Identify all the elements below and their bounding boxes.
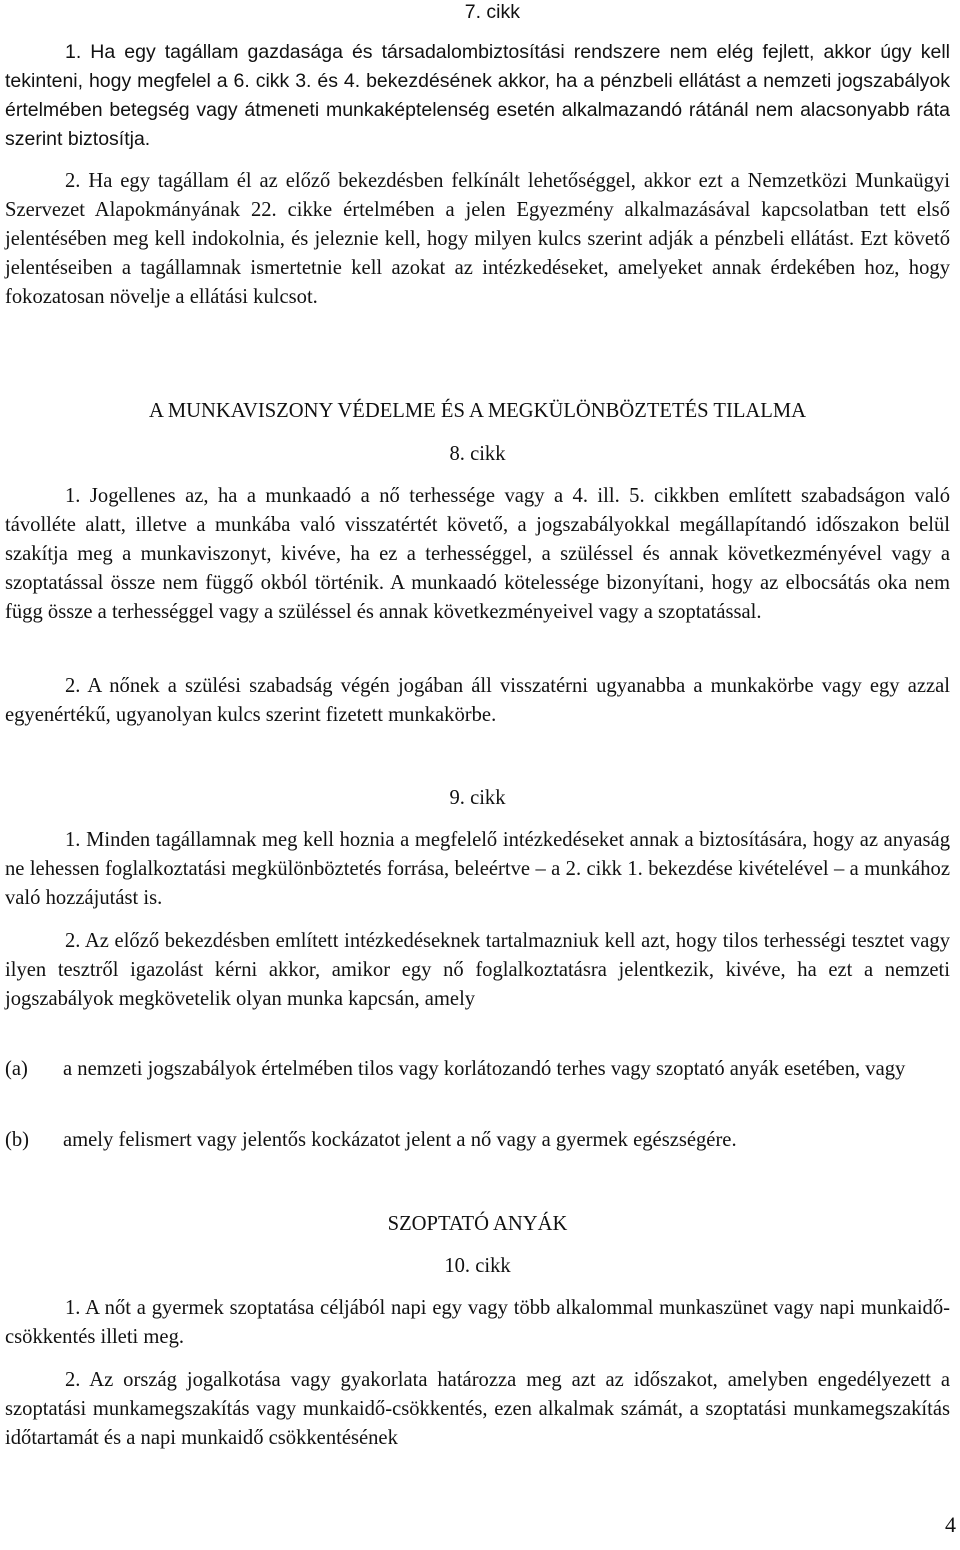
article-9-title: 9. cikk [449,787,506,809]
article-9-list-item-b [5,1126,950,1155]
article-7-title-text: 7. cikk [464,1,520,23]
list-item-label: (a) [5,1058,28,1080]
list-item-text: a nemzeti jogszabályok értelmében tilos vagy korlátozandó terhes vagy szoptató anyák esetében, vagy [63,1058,906,1080]
article-10-paragraph-2: 2. Az ország jogalkotása vagy gyakorlata határozza meg azt az időszakot, amelyben engedélyezett a szoptatási munkamegszakítás vagy munkaidő-csökkentés, ezen alkalmak számát, a szoptatási munkamegszakítás időtartamát és a napi munkaidő csökkentésének [5,1369,950,1449]
article-7-title [5,0,950,27]
article-9-list-item-a [5,1055,950,1084]
article-7-paragraph-2: 2. Ha egy tagállam él az előző bekezdésben felkínált lehetőséggel, akkor ezt a Nemzetközi Munkaügyi Szervezet Alapokmányának 22. cikke értelmében a jelen Egyezmény alkalmazásával kapcsolatban tett első jelentésében meg kell indokolnia, és jeleznie kell, hogy milyen kulcs szerint adják a pénzbeli ellátást. Ezt követő jelentéseiben a tagállamnak ismertetnie kell azokat az intézkedéseket, amelyeket annak érdekében hoz, hogy fokozatosan növelje a ellátási kulcsot. [5,170,950,308]
section-heading-employment-protection: A MUNKAVISZONY VÉDELME ÉS A MEGKÜLÖNBÖZTETÉS TILALMA [148,400,807,422]
article-8-paragraph-2: 2. A nőnek a szülési szabadság végén jogában áll visszatérni ugyanabba a munkakörbe vagy egy azzal egyenértékű, ugyanolyan kulcs szerint fizetett munkakörbe. [5,675,950,726]
list-item-text: amely felismert vagy jelentős kockázatot jelent a nő vagy a gyermek egészségére. [63,1129,737,1151]
list-item-label: (b) [5,1129,30,1151]
article-9-paragraph-2: 2. Az előző bekezdésben említett intézkedéseknek tartalmazniuk kell azt, hogy tilos terhességi tesztet vagy ilyen tesztről igazolást kérni akkor, amikor egy nő foglalkoztatásra jelentkezik, kivéve, ha ezt a nemzeti jogszabályok megkövetelik olyan munka kapcsán, amely [5,930,950,1010]
article-8-paragraph-1: 1. Jogellenes az, ha a munkaadó a nő terhessége vagy a 4. ill. 5. cikkben említett szabadságon való távolléte alatt, illetve a munkába való visszatértét követő, a jogszabályokkal megállapítandó időszakon belül szakítja meg a munkaviszonyt, kivéve, ha ez a terhességgel, a szüléssel és annak következményével vagy a szoptatással össze nem függő okból történik. A munkaadó kötelessége bizonyítani, hogy az elbocsátás oka nem függ össze a terhességgel vagy a szüléssel és annak következményeivel vagy a szoptatással. [5,485,950,623]
article-7-paragraph-1: 1. Ha egy tagállam gazdasága és társadalombiztosítási rendszere nem elég fejlett, akkor úgy kell tekinteni, hogy megfelel a 6. cikk 3. és 4. bekezdésének akkor, ha a pénzbeli ellátást a nemzeti jogszabályok értelmében betegség vagy átmeneti munkaképtelenség esetén alkalmazandó rátánál nem alacsonyabb ráta szerint biztosítja. [5,41,950,150]
section-heading-nursing-mothers: SZOPTATÓ ANYÁK [387,1213,568,1235]
article-8-title: 8. cikk [449,443,506,465]
article-9-paragraph-1: 1. Minden tagállamnak meg kell hoznia a megfelelő intézkedéseket annak a biztosítására, hogy az anyaság ne lehessen foglalkoztatási megkülönböztetés forrása, beleértve – a 2. cikk 1. bekezdése kivételével – a munkához való hozzájutást is. [5,829,950,909]
article-10-paragraph-1: 1. A nőt a gyermek szoptatása céljából napi egy vagy több alkalommal munkaszünet vagy napi munkaidő-csökkentés illeti meg. [5,1297,950,1348]
page-number: 4 [945,1512,956,1537]
article-10-title: 10. cikk [444,1255,511,1277]
